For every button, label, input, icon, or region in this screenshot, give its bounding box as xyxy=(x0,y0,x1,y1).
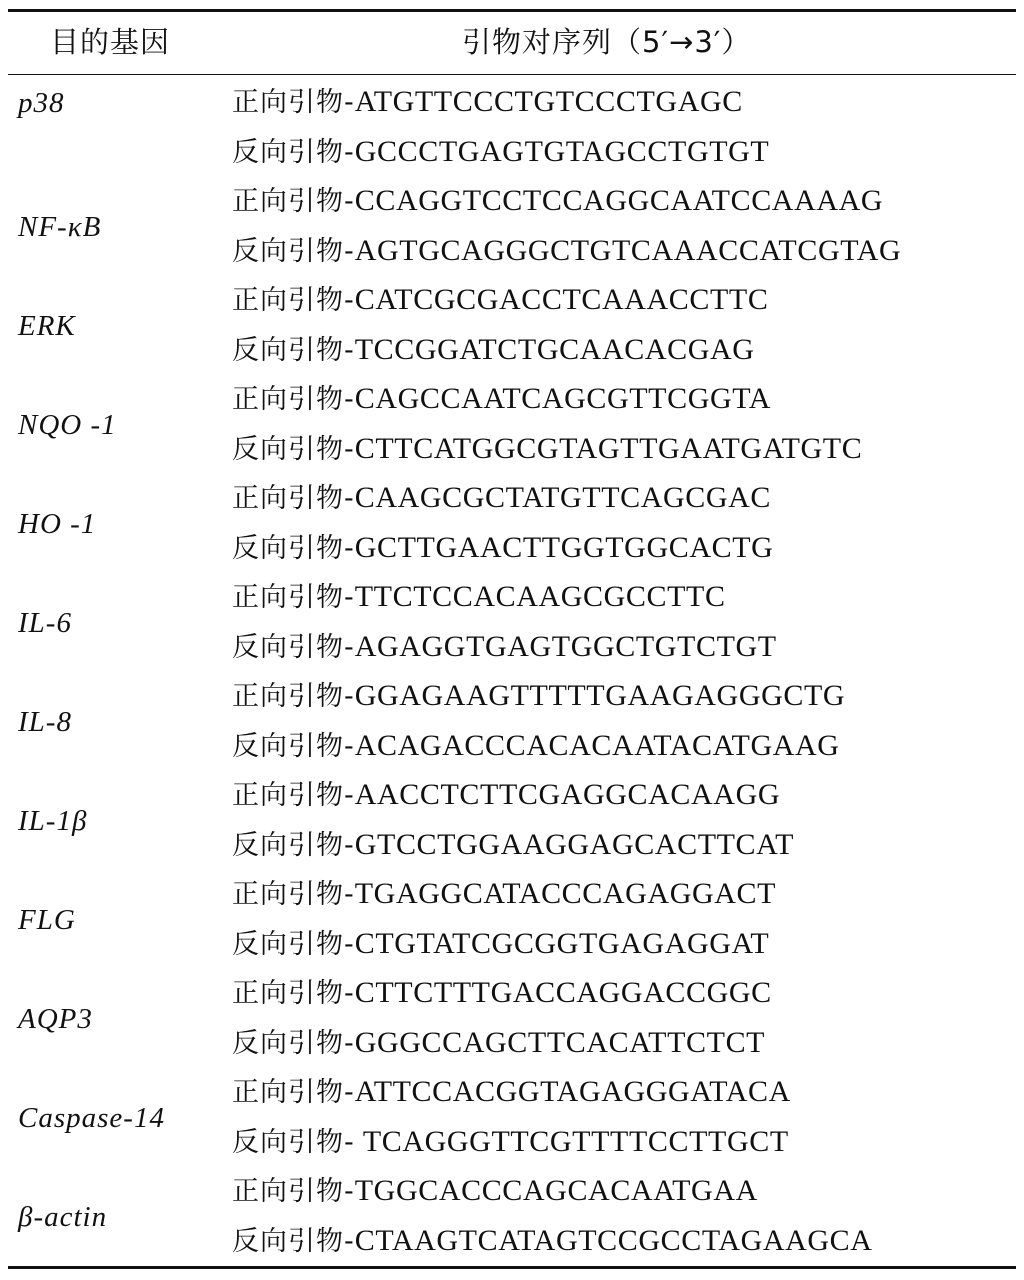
forward-primer xyxy=(232,377,771,421)
gene-name: Caspase-14 xyxy=(18,1102,165,1134)
forward-primer-label: 正向引物- xyxy=(232,879,355,910)
gene-name: NQO -1 xyxy=(18,409,117,441)
gene-name: IL-6 xyxy=(18,607,72,639)
forward-primer-sequence: CATCGCGACCTCAAACCTTC xyxy=(354,283,769,316)
table-row xyxy=(0,277,1024,376)
forward-primer xyxy=(232,1070,791,1114)
gene-name: ERK xyxy=(18,310,76,342)
gene-name: IL-8 xyxy=(18,706,72,738)
forward-primer-label: 正向引物- xyxy=(232,186,355,217)
table-row xyxy=(0,1069,1024,1168)
reverse-primer xyxy=(232,229,901,273)
table-row xyxy=(0,673,1024,772)
table-row xyxy=(0,772,1024,871)
reverse-primer-sequence: CTGTATCGCGGTGAGAGGAT xyxy=(354,927,770,960)
reverse-primer xyxy=(232,823,794,867)
reverse-primer-label: 反向引物- xyxy=(232,830,355,861)
forward-primer xyxy=(232,773,780,817)
forward-primer-sequence: CTTCTTTGACCAGGACCGGC xyxy=(354,976,772,1009)
reverse-primer-label: 反向引物- xyxy=(232,1028,355,1059)
reverse-primer-sequence: TCCGGATCTGCAACACGAG xyxy=(354,333,755,366)
forward-primer xyxy=(232,674,845,718)
reverse-primer-label: 反向引物- xyxy=(232,929,355,960)
forward-primer-label: 正向引物- xyxy=(232,483,355,514)
reverse-primer xyxy=(232,1219,873,1263)
reverse-primer xyxy=(232,1021,765,1065)
reverse-primer-sequence: GCCCTGAGTGTAGCCTGTGT xyxy=(354,135,770,168)
reverse-primer xyxy=(232,922,769,966)
reverse-primer-sequence: CTAAGTCATAGTCCGCCTAGAAGCA xyxy=(354,1224,873,1257)
reverse-primer-sequence: GCTTGAACTTGGTGGCACTG xyxy=(354,531,774,564)
forward-primer xyxy=(232,575,726,619)
forward-primer-label: 正向引物- xyxy=(232,978,355,1009)
forward-primer-sequence: TGAGGCATACCCAGAGGACT xyxy=(354,877,777,910)
forward-primer-label: 正向引物- xyxy=(232,582,355,613)
table-bottom-rule xyxy=(8,1266,1016,1269)
table-body xyxy=(0,79,1024,1265)
forward-primer-label: 正向引物- xyxy=(232,681,355,712)
reverse-primer-label: 反向引物- xyxy=(232,335,355,366)
forward-primer-label: 正向引物- xyxy=(232,87,355,118)
gene-name: IL-1β xyxy=(18,805,88,837)
reverse-primer xyxy=(232,526,773,570)
reverse-primer xyxy=(232,328,755,372)
reverse-primer-label: 反向引物- xyxy=(232,236,355,267)
reverse-primer xyxy=(232,1120,789,1164)
gene-name: β-actin xyxy=(18,1201,108,1233)
reverse-primer-sequence: ACAGACCCACACAATACATGAAG xyxy=(354,729,840,762)
forward-primer-sequence: ATGTTCCCTGTCCCTGAGC xyxy=(354,85,743,118)
reverse-primer-sequence: TCAGGGTTCGTTTTCCTTGCT xyxy=(354,1125,789,1158)
reverse-primer xyxy=(232,724,840,768)
forward-primer-sequence: CCAGGTCCTCCAGGCAATCCAAAAG xyxy=(354,184,884,217)
reverse-primer-label: 反向引物- xyxy=(232,137,355,168)
forward-primer-label: 正向引物- xyxy=(232,1176,355,1207)
reverse-primer-label: 反向引物- xyxy=(232,1226,355,1257)
forward-primer-label: 正向引物- xyxy=(232,1077,355,1108)
reverse-primer-label: 反向引物- xyxy=(232,434,355,465)
forward-primer-label: 正向引物- xyxy=(232,384,355,415)
table-row xyxy=(0,79,1024,178)
reverse-primer-sequence: CTTCATGGCGTAGTTGAATGATGTC xyxy=(354,432,863,465)
forward-primer xyxy=(232,872,776,916)
table-row xyxy=(0,574,1024,673)
table-row xyxy=(0,178,1024,277)
forward-primer xyxy=(232,1169,758,1213)
reverse-primer-label: 反向引物- xyxy=(232,1127,355,1158)
gene-name: FLG xyxy=(18,904,76,936)
reverse-primer-sequence: AGTGCAGGGCTGTCAAACCATCGTAG xyxy=(354,234,902,267)
forward-primer xyxy=(232,971,772,1015)
reverse-primer xyxy=(232,427,862,471)
reverse-primer-label: 反向引物- xyxy=(232,731,355,762)
table-top-rule xyxy=(8,9,1016,12)
reverse-primer xyxy=(232,625,777,669)
reverse-primer-label: 反向引物- xyxy=(232,533,355,564)
gene-name: p38 xyxy=(18,87,65,119)
forward-primer xyxy=(232,476,771,520)
gene-name: HO -1 xyxy=(18,508,97,540)
forward-primer-sequence: CAAGCGCTATGTTCAGCGAC xyxy=(354,481,772,514)
forward-primer-sequence: AACCTCTTCGAGGCACAAGG xyxy=(354,778,781,811)
forward-primer-label: 正向引物- xyxy=(232,285,355,316)
table-row xyxy=(0,871,1024,970)
column-header-target-gene: 目的基因 xyxy=(50,25,171,59)
forward-primer-sequence: ATTCCACGGTAGAGGGATACA xyxy=(354,1075,791,1108)
reverse-primer xyxy=(232,130,769,174)
table-row xyxy=(0,475,1024,574)
reverse-primer-sequence: GGGCCAGCTTCACATTCTCT xyxy=(354,1026,766,1059)
forward-primer xyxy=(232,80,743,124)
forward-primer xyxy=(232,278,768,322)
reverse-primer-label: 反向引物- xyxy=(232,632,355,663)
gene-name: AQP3 xyxy=(18,1003,93,1035)
reverse-primer-sequence: GTCCTGGAAGGAGCACTTCAT xyxy=(354,828,795,861)
forward-primer-sequence: TTCTCCACAAGCGCCTTC xyxy=(354,580,726,613)
forward-primer-sequence: TGGCACCCAGCACAATGAA xyxy=(354,1174,758,1207)
forward-primer-sequence: CAGCCAATCAGCGTTCGGTA xyxy=(354,382,772,415)
column-header-primer-sequence: 引物对序列（5′→3′） xyxy=(462,25,752,59)
gene-name: NF-κB xyxy=(18,211,102,243)
forward-primer-label: 正向引物- xyxy=(232,780,355,811)
table-row xyxy=(0,376,1024,475)
reverse-primer-sequence: AGAGGTGAGTGGCTGTCTGT xyxy=(354,630,777,663)
table-header-rule xyxy=(8,74,1016,75)
table-row xyxy=(0,1168,1024,1267)
forward-primer xyxy=(232,179,883,223)
forward-primer-sequence: GGAGAAGTTTTTGAAGAGGGCTG xyxy=(354,679,846,712)
table-row xyxy=(0,970,1024,1069)
